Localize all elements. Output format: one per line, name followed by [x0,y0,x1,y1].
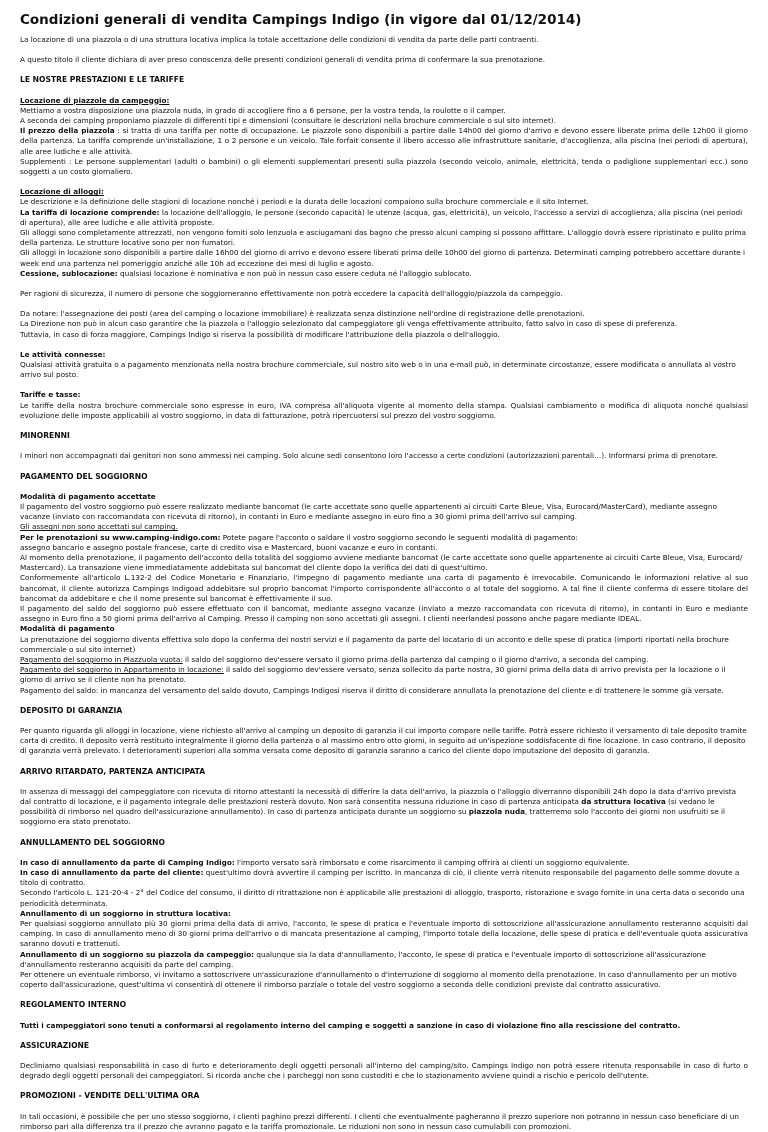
paragraph: I minori non accompagnati dai genitori non sono ammessi nei camping. Solo alcune sedi consentono loro l'accesso a certe condizioni (autorizzazioni parentali…). Informarsi prima di prenotare. [20,451,718,461]
paragraph [20,858,748,868]
text: : si tratta di una tariffa per notte di occupazione. Le piazzole sono disponibili a partire dalle 14h00 del giorno d'arrivo e devono essere liberate prima delle 12h00 il giorno della partenza. La tariffa comprende un'installazione, 1 o 2 persone e un veicolo. Tale forfait consente il libero accesso alle infrastrutture sanitarie, d'accoglienza, alla piscina (nei periodi di apertura), alle aree ludiche e alle attività. [20,126,748,156]
bold-text: Il prezzo della piazzola [20,126,115,136]
paragraph: La Direzione non può in alcun caso garantire che la piazzola o l'alloggio selezionato dal campeggiatore gli venga effettivamente attribuito, fatto salvo in caso di spese di preferenza. [20,319,678,329]
text: Potete pagare l'acconto o saldare il vostro soggiorno secondo le seguenti modalità di pagamento: [220,532,578,542]
text: il saldo del soggiorno dev'essere versato il giorno prima della partenza dal camping o il giorno d'arrivo, a seconda del camping. [182,654,649,664]
text: (si vedano le possibilità di rimborso nel quadro dell'assicurazione annullamento). In caso di partenza anticipata durante un soggiorno su [20,796,715,817]
section-heading-assicurazione: ASSICURAZIONE [20,1040,90,1050]
paragraph: Da notare: l'assegnazione dei posti (area del camping o locazione immobiliare) è realizzata senza distinzione nell'ordine di registrazione delle prenotazioni. [20,309,585,319]
paragraph: Il pagamento del saldo del soggiorno può essere effettuato con il bancomat, mediante assegno vacanze (inviato a mezzo raccomandata con ricevuta di ritorno), in contanti in Euro e mediante assegno in Euro fino a 50 giorni prima dell'arrivo al Camping. Presso il camping non sono accettati gli assegni. I clienti neerlandesi possono anche pagare mediante IDEAL. [20,603,748,624]
subheading-tariffe: Tariffe e tasse: [20,390,81,400]
subheading-modalita-2: Modalità di pagamento [20,624,115,634]
bold-text: In caso di annullamento da parte di Camping Indigo: [20,857,235,867]
bold-text: In caso di annullamento da parte del cliente: [20,868,204,877]
page-title: Condizioni generali di vendita Campings Indigo (in vigore dal 01/12/2014) [20,12,582,28]
paragraph: Qualsiasi attività gratuita o a pagamento menzionata nella nostra brochure commerciale, sul nostro sito web o in una e-mail può, in determinate circostanze, essere modificata o annullata al vostro arrivo sul posto. [20,360,736,380]
section-heading-regolamento: REGOLAMENTO INTERNO [20,1000,127,1010]
underlined-text: Pagamento del soggiorno in Piazzuola vuota: [20,654,183,664]
text: l'importo versato sarà rimborsato e come risarcimento il camping offrirà ai clienti un soggiorno equivalente. [234,857,630,867]
intro-paragraph: La locazione di una piazzola o di una struttura locativa implica la totale accettazione delle condizioni di vendita da parte delle parti contraenti. [20,35,539,44]
paragraph [20,950,748,970]
paragraph: Annullamento di un soggiorno in struttura locativa: [20,908,231,918]
subheading-piazzole: Locazione di piazzole da campeggio: [20,95,170,105]
underlined-text: Pagamento del soggiorno in Appartamento in locazione: [20,665,224,675]
paragraph: Le tariffe della nostra brochure commerciale sono espresse in euro, IVA compresa all'aliquota vigente al momento della stampa. Qualsiasi cambiamento o modifica di aliquota nonché qualsiasi evoluzione delle imposte applicabili al vostro soggiorno, in data di fatturazione, potrà ripercuotersi sul prezzo del vostro soggiorno. [20,400,748,420]
bold-text: Cessione, sublocazione: [20,268,118,278]
paragraph: Al momento della prenotazione, il pagamento dell'acconto della totalità del soggiorno avviene mediante bancomat (le carte accettate sono quelle appartenente ai circuiti Carte Bleue, Visa, Eurocard/ Mastercard). La transazione viene immediatamente addebitata sul bancomat del cliente dopo la verifica dei dati di quest'ultimo. [20,552,743,573]
paragraph: Decliniamo qualsiasi responsabilità in caso di furto e deterioramento degli oggetti personali all'interno del camping/sito. Campings Indigo non potrà essere ritenuta responsabile in caso di furto o degrado degli oggetti personali dei campeggiatori. Si ricorda anche che i parcheggi non sono custoditi e che lo stazionamento avviene quindi a rischio e pericolo dell'utente. [20,1061,748,1081]
subheading-attivita: Le attività connesse: [20,349,106,359]
subheading-modalita: Modalità di pagamento accettate [20,491,156,501]
paragraph: Per ottenere un eventuale rimborso, vi invitamo a sottoscrivere un'assicurazione d'annullamento o d'interruzione di soggiorno al momento della prenotazione. In caso d'annullamento per un motivo coperto dall'assicurazione, quest'ultima vi consentirà di ottenere il rimborso parziale o totale del vostro soggiorno a seconda delle condizioni previste dal contratto assicurativo. [20,970,737,990]
paragraph [20,208,748,228]
text: il saldo del soggiorno dev'essere versato, senza sollecito da parte nostra, 30 giorni prima della data di arrivo prevista per la locazione o il giorno di arrivo se il cliente non ha prenotato. [20,665,726,685]
paragraph [20,655,748,665]
paragraph: Gli alloggi in locazione sono disponibili a partire dalle 16h00 del giorno di arrivo e devono essere liberati prima delle 10h00 del giorno di partenza. Determinati camping potrebbero accettare durante i week end una partenza nel pomeriggio anziché alle 10h ad eccezione dei mesi di luglio e agosto. [20,248,746,268]
paragraph: Le descrizione e la definizione delle stagioni di locazione nonché i periodi e la durata delle locazioni compaiono sulla brochure commerciale e il sito Internet. [20,197,589,207]
paragraph [20,868,748,888]
paragraph: Per qualsiasi soggiorno annullato più 30 giorni prima della data di arrivo, l'acconto, le spese di pratica e l'eventuale importo di sottoscrizione all'assicurazione annullamento resteranno acquisiti dal camping. In caso di annullamento meno di 30 giorni prima dell'arrivo o di mancata presentazione al camping, l'importo totale della locazione, delle spese di pratica e dell'eventuale quota assicurativa saranno dovuti e trattenuti. [20,919,748,949]
section-heading-deposito: DEPOSITO DI GARANZIA [20,705,123,715]
paragraph: Per quanto riguarda gli alloggi in locazione, viene richiesto all'arrivo al camping un deposito di garanzia il cui importo compare nelle tariffe. Potrà essere richiesto il versamento di tale deposito tramite carta di credito. Il deposito verrà restituito integralmente il giorno della partenza o al massimo entro otto giorni, in seguito ad un'ispezione soddisfacente di fine locazione. In caso contrario, il deposito di garanzia verrà prelevato. I deterioramenti superiori alla somma versata come deposito di garanzia saranno a carico del cliente dopo imputazione del deposito di garanzia. [20,725,747,756]
paragraph: A seconda dei camping proponiamo piazzole di differenti tipi e dimensioni (consultare le descrizioni nella brochure commerciale o sul sito internet). [20,116,556,126]
bold-text: Annullamento di un soggiorno su piazzola da campeggio: [20,949,255,959]
paragraph: Il pagamento del vostro soggiorno può essere realizzato mediante bancomat (le carte accettate sono quelle appartenenti ai circuiti Carte Bleue, Visa, Eurocard/MasterCard), mediante assegno vacanze (inviato con raccomandata con ricevuta di ritorno), in contanti in Euro e mediante assegno in euro fino a 30 giorni prima dell'arrivo sul camping. [20,501,717,522]
paragraph: Pagamento del saldo: in mancanza del versamento del saldo dovuto, Campings Indigosi riserva il diritto di considerare annullata la prenotazione del cliente e di trattenere le somme già versate. [20,685,724,695]
section-heading-annullamento: ANNULLAMENTO DEL SOGGIORNO [20,837,165,847]
paragraph [20,665,748,685]
paragraph: assegno bancario e assegno postale francese, carte di credito visa e Mastercard, buoni vacanze e euro in contanti. [20,542,438,552]
paragraph [20,533,748,543]
paragraph: Gli assegni non sono accettati sul camping. [20,522,178,532]
paragraph [20,269,748,279]
paragraph: Tutti i campeggiatori sono tenuti a conformarsi al regolamento interno del camping e soggetti a sanzione in caso di violazione fino alla rescissione del contratto. [20,1020,681,1030]
paragraph: Per ragioni di sicurezza, il numero di persone che soggiorneranno effettivamente non potrà eccedere la capacità dell'alloggio/piazzola da campeggio. [20,289,563,299]
paragraph: Gli alloggi sono completamente attrezzati, non vengono forniti solo lenzuola e asciugamani das bagno che presso alcuni camping si possono affittare. L'alloggio dovrà essere ripristinato e pulito prima della partenza. Le strutture locative sono per non fumatori. [20,228,747,248]
subheading-alloggi: Locazione di alloggi: [20,187,104,197]
text: , tratterremo solo l'acconto dei giorni non usufruiti se il soggiorno era stato prenotato. [20,807,725,827]
paragraph [20,126,748,157]
section-heading-pagamento: PAGAMENTO DEL SOGGIORNO [20,471,148,481]
section-heading-arrivo: ARRIVO RITARDATO, PARTENZA ANTICIPATA [20,766,206,776]
text: In assenza di messaggi del campeggiatore con ricevuta di ritorno attestanti la necessità di differire la data dell'arrivo, la piazzola o l'alloggio diverranno disponibili 24h dopo la data d'arrivo prevista dal contratto di locazione, e il pagamento integrale delle prestazioni resterà dovuto. Non sarà consentita nessuna riduzione in caso di partenza anticipata [20,786,737,806]
bold-text: Per le prenotazioni su www.camping-indigo.com: [20,532,221,542]
paragraph: Conformemente all'articolo L.132-2 del Codice Monetario e Finanziario, l'impegno di pagamento mediante una carta di pagamento è irrevocabile. Comunicando le informazioni relative al suo bancomat, il cliente autorizza Campings Indigoad addebitare sul proprio bancomat l'importo corrispondente all'acconto o al totale del soggiorno. A tal fine il cliente conferma di essere titolare del bancomat da addebitare e che il nome presente sul bancomat è effettivamente il suo. [20,573,748,603]
bold-text: piazzola nuda [468,807,526,817]
text: qualunque sia la data d'annullamento, l'acconto, le spese di pratica e l'eventuale importo di sottoscrizione all'assicurazione d'annullamento resteranno acquisiti da parte del camping. [20,949,706,969]
paragraph: La prenotazione del soggiorno diventa effettiva solo dopo la conferma dei nostri servizi e il pagamento da parte del locatario di un acconto e delle spese di pratica (importi riportati nella brochure commerciale o sul sito internet) [20,634,729,654]
paragraph: Supplementi : Le persone supplementari (adulti o bambini) o gli elementi supplementari presenti sulla piazzola (secondo veicolo, animale, elettricità, tenda o padiglione supplementari ecc.) sono soggetti a un costo giornaliero. [20,156,748,177]
paragraph: In tali occasioni, è possibile che per uno stesso soggiorno, i clienti paghino prezzi differenti. I clienti che eventualmente pagheranno il prezzo superiore non potranno in nessun caso beneficiare di un rimborso pari alla differenza tra il prezzo che avranno pagato e la tariffa promozionale. Le riduzioni non sono in nessun caso cumulabili con promozioni. [20,1111,739,1131]
paragraph: Secondo l'articolo L. 121-20-4 - 2° del Codice del consumo, il diritto di ritrattazione non è applicabile alle prestazioni di alloggio, trasporto, ristorazione e svago fornite in una certa data o secondo una periodicità determinata. [20,888,745,908]
section-heading-minorenni: MINORENNI [20,431,70,441]
paragraph [20,787,748,828]
bold-text: La tariffa di locazione comprende: [20,207,160,217]
intro-paragraph: A questo titolo il cliente dichiara di aver preso conoscenza delle presenti condizioni generali di vendita prima di confermare la sua prenotazione. [20,55,546,65]
section-heading-prestazioni: LE NOSTRE PRESTAZIONI E LE TARIFFE [20,75,185,85]
paragraph: Tuttavia, in caso di forza maggiore, Campings Indigo si riserva la possibilità di modificare l'attribuzione della piazzola o dell'alloggio. [20,329,500,339]
paragraph: Mettiamo a vostra disposizione una piazzola nuda, in grado di accogliere fino a 6 persone, per la vostra tenda, la roulotte o il camper. [20,105,506,115]
section-heading-promozioni: PROMOZIONI - VENDITE DELL'ULTIMA ORA [20,1091,200,1101]
bold-text: da struttura locativa [581,796,666,806]
text: quest'ultimo dovrà avvertire il camping per iscritto. In mancanza di ciò, il cliente verrà ritenuto responsabile del pagamento delle somme dovute a titolo di contratto. [20,868,740,888]
text: qualsiasi locazione è nominativa e non può in nessun caso essere ceduta né l'alloggio sublocato. [117,268,472,278]
text: la locazione dell'alloggio, le persone (secondo capacità) le utenze (acqua, gas, elettricità), un veicolo, l'accesso a servizi di accoglienza, alla piscina (nei periodi di apertura), alle aree ludiche e alle attività proposte. [20,207,743,227]
